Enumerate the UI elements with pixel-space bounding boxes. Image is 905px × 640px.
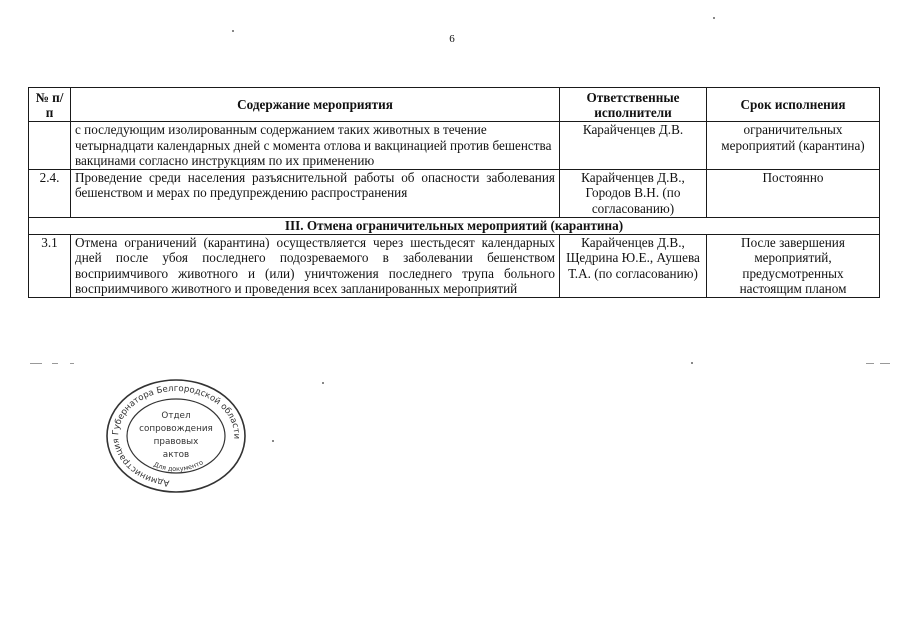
table-header-row: [29, 88, 880, 122]
page-number: 6: [449, 33, 455, 45]
stamp-center-line: сопровождения: [139, 424, 213, 434]
scan-mark: [880, 363, 890, 364]
row-num: [29, 122, 71, 170]
stamp-center-line: Отдел: [161, 411, 191, 421]
scan-mark: [70, 363, 74, 364]
header-deadline: Срок исполнения: [707, 88, 880, 122]
row-deadline: Постоянно: [707, 169, 880, 217]
header-responsible: Ответственные исполнители: [560, 88, 707, 122]
scan-speck: [322, 382, 324, 384]
row-deadline: ограничительных мероприятий (карантина): [707, 122, 880, 170]
stamp-ring-text: Администрация Губернатора Белгородской области: [111, 383, 242, 488]
scan-mark: [866, 363, 874, 364]
stamp-bottom-text: Для документо: [152, 458, 205, 474]
row-num: 2.4.: [29, 169, 71, 217]
scan-speck: [272, 440, 274, 442]
row-responsible: Карайченцев Д.В., Городов В.Н. (по согласованию): [560, 169, 707, 217]
row-num: 3.1: [29, 234, 71, 297]
row-content: Отмена ограничений (карантина) осуществляется через шестьдесят календарных дней после убоя последнего подозреваемого в заболевании бешенством восприимчивого животного и (или) уничтожения последнего трупа больного восприимчивого животного и проведения всех запланированных мероприятий: [71, 234, 560, 297]
table-row: [29, 234, 880, 297]
stamp-center-line: правовых: [153, 437, 199, 447]
header-num: № п/п: [29, 88, 71, 122]
section-row: [29, 217, 880, 234]
table-row: [29, 169, 880, 217]
row-content: Проведение среди населения разъяснительной работы об опасности заболевания бешенством и мерах по предупреждению распространения: [71, 169, 560, 217]
row-content: с последующим изолированным содержанием таких животных в течение четырнадцати календарных дней с момента отлова и вакцинацией против бешенства вакцинами согласно инструкциям по их применению: [71, 122, 560, 170]
scan-mark: [52, 363, 58, 364]
scan-mark: [30, 363, 42, 364]
header-content: Содержание мероприятия: [71, 88, 560, 122]
stamp-center-line: актов: [162, 450, 190, 460]
stamp-outer-ring: [107, 380, 245, 492]
row-deadline: После завершения мероприятий, предусмотренных настоящим планом: [707, 234, 880, 297]
row-responsible: Карайченцев Д.В.: [560, 122, 707, 170]
row-responsible: Карайченцев Д.В., Щедрина Ю.Е., Аушева Т.А. (по согласованию): [560, 234, 707, 297]
scan-speck: [713, 17, 715, 19]
plan-table: [28, 87, 880, 298]
table-row: [29, 122, 880, 170]
scan-speck: [691, 362, 693, 364]
section-title: III. Отмена ограничительных мероприятий (карантина): [29, 217, 880, 234]
scan-speck: [232, 30, 234, 32]
official-stamp: [105, 378, 247, 494]
